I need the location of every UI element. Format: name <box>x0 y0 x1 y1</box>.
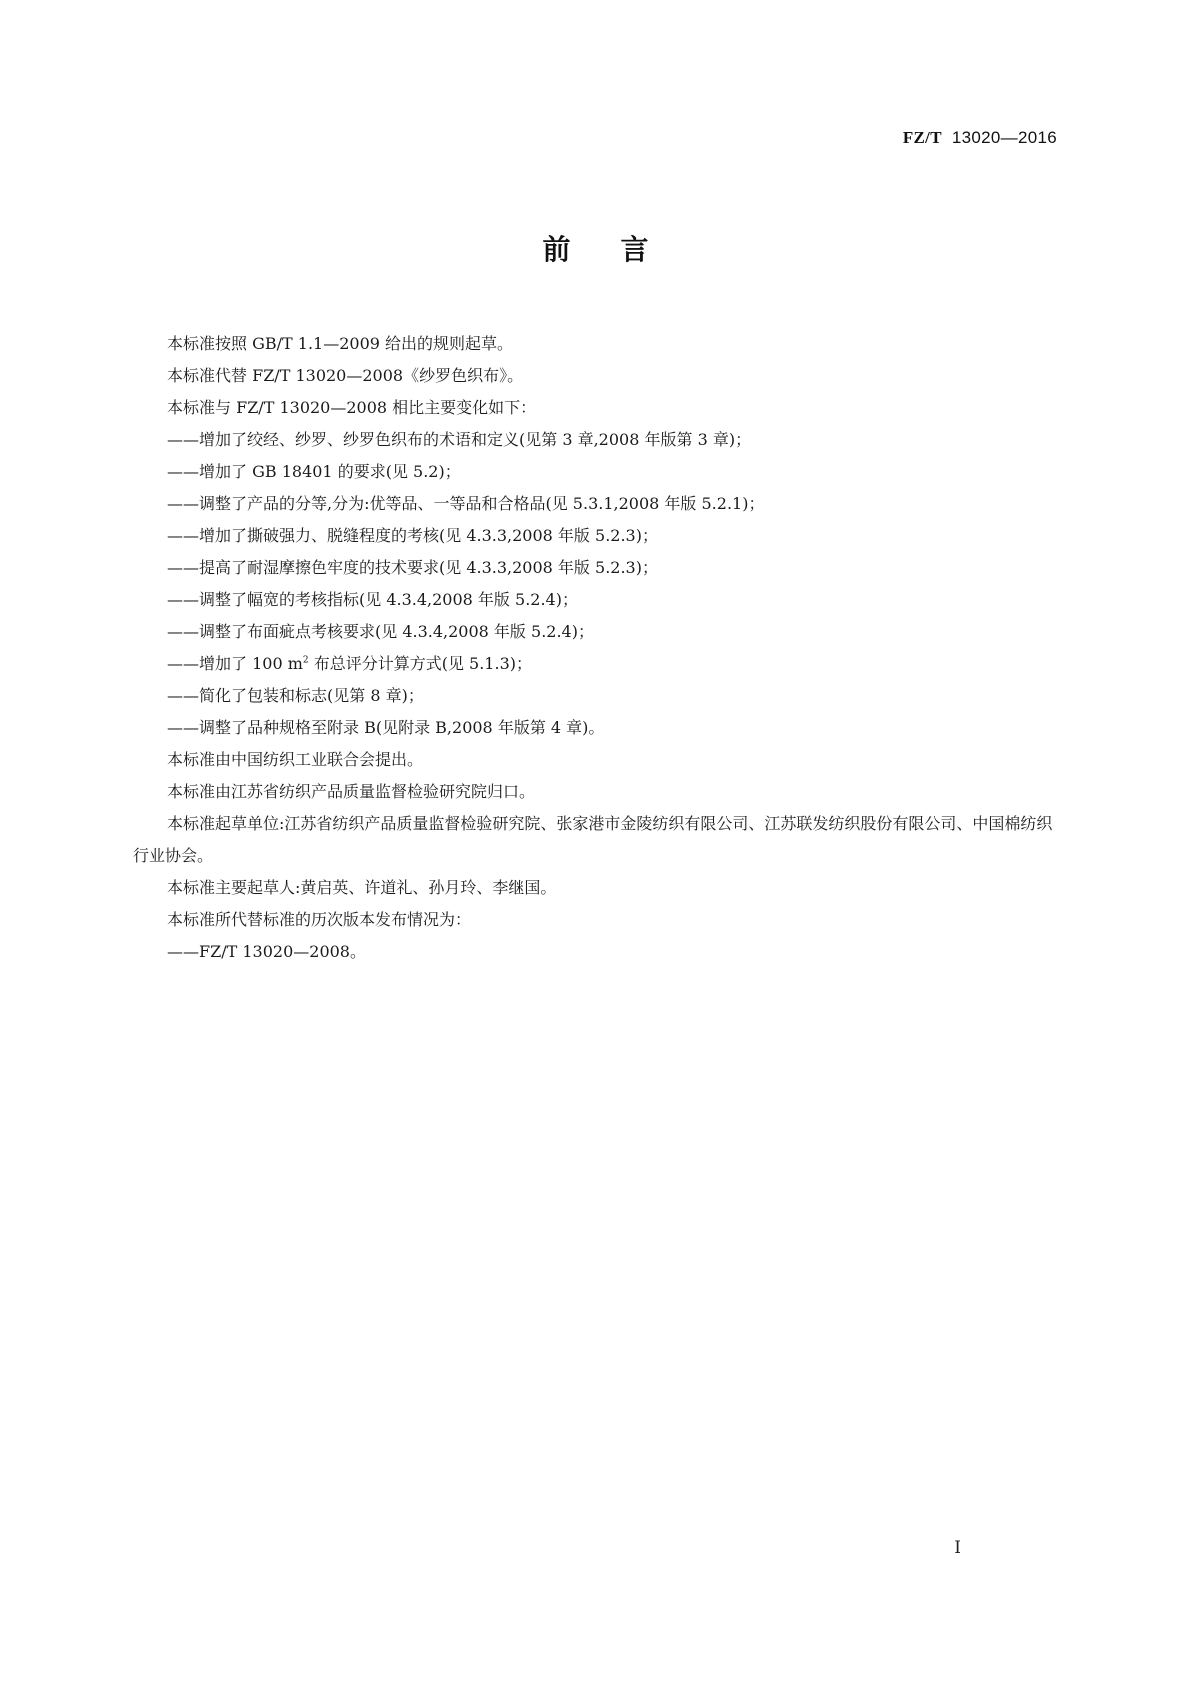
paragraph: 本标准代替 FZ/T 13020—2008《纱罗色织布》。 <box>167 366 524 385</box>
superscript: 2 <box>302 655 309 666</box>
paragraph: 本标准按照 GB/T 1.1—2009 给出的规则起草。 <box>167 334 514 353</box>
foreword-body <box>133 328 1063 968</box>
paragraph: 本标准所代替标准的历次版本发布情况为： <box>167 910 472 929</box>
change-item: ——增加了撕破强力、脱缝程度的考核(见 4.3.3,2008 年版 5.2.3)； <box>167 526 658 545</box>
change-item-area <box>167 648 1063 680</box>
page-title: 前言 <box>542 233 699 266</box>
change-area-suffix: 布总评分计算方式(见 5.1.3)； <box>308 654 532 673</box>
change-item: ——调整了品种规格至附录 B(见附录 B,2008 年版第 4 章)。 <box>167 718 605 737</box>
standard-code <box>903 128 1057 148</box>
history-item: ——FZ/T 13020—2008。 <box>167 942 366 961</box>
change-item: ——调整了布面疵点考核要求(见 4.3.4,2008 年版 5.2.4)； <box>167 622 594 641</box>
change-item: ——调整了产品的分等,分为:优等品、一等品和合格品(见 5.3.1,2008 年版 5.2.1)； <box>167 494 765 513</box>
change-item: ——增加了 GB 18401 的要求(见 5.2)； <box>167 462 461 481</box>
paragraph: 本标准主要起草人:黄启英、许道礼、孙月玲、李继国。 <box>167 878 557 897</box>
change-item: ——增加了绞经、纱罗、纱罗色织布的术语和定义(见第 3 章,2008 年版第 3 章)； <box>167 430 752 449</box>
page-number: I <box>954 1538 961 1558</box>
change-item: ——提高了耐湿摩擦色牢度的技术要求(见 4.3.3,2008 年版 5.2.3)； <box>167 558 658 577</box>
change-area-prefix: ——增加了 100 m <box>167 654 303 673</box>
paragraph: 本标准由江苏省纺织产品质量监督检验研究院归口。 <box>167 782 536 801</box>
standard-number: 13020—2016 <box>951 128 1057 147</box>
standard-org: FZ/T <box>902 128 942 147</box>
paragraph: 本标准起草单位:江苏省纺织产品质量监督检验研究院、张家港市金陵纺织有限公司、江苏联发纺织股份有限公司、中国棉纺织行业协会。 <box>133 814 1053 865</box>
paragraph: 本标准与 FZ/T 13020—2008 相比主要变化如下： <box>167 398 537 417</box>
change-item: ——调整了幅宽的考核指标(见 4.3.4,2008 年版 5.2.4)； <box>167 590 578 609</box>
paragraph: 本标准由中国纺织工业联合会提出。 <box>167 750 424 769</box>
change-item: ——简化了包装和标志(见第 8 章)； <box>167 686 424 705</box>
